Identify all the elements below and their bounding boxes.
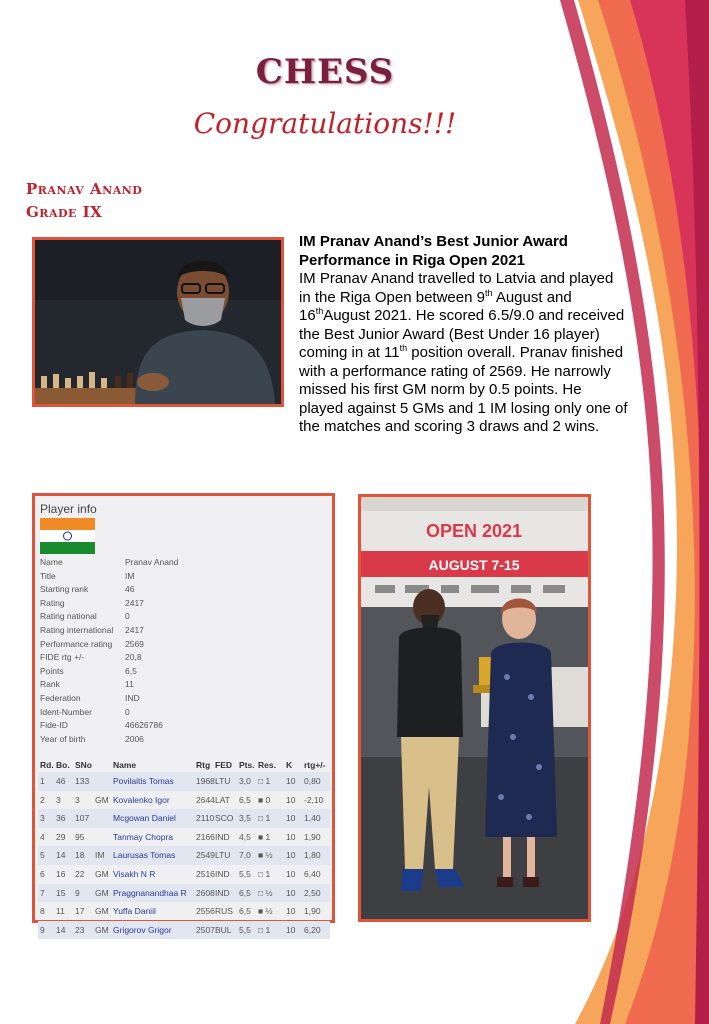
player-info-row bbox=[40, 734, 320, 748]
player-info-value: IM bbox=[125, 570, 135, 581]
player-info-value: Pranav Anand bbox=[125, 557, 179, 567]
table-cell: 5,5 bbox=[239, 924, 251, 935]
table-cell: 8 bbox=[40, 906, 45, 917]
table-cell: ■ 0 bbox=[258, 794, 271, 805]
player-info-row bbox=[40, 611, 320, 625]
opponent-name-link[interactable]: Visakh N R bbox=[113, 868, 156, 879]
table-cell: 10 bbox=[286, 794, 296, 805]
table-cell: 10 bbox=[286, 831, 296, 842]
article-title: IM Pranav Anand’s Best Junior Award Performance in Riga Open 2021 bbox=[299, 233, 568, 269]
student-name: Pranav Anand bbox=[26, 180, 143, 198]
table-cell: 18 bbox=[75, 850, 85, 861]
player-info-row bbox=[40, 598, 320, 612]
player-info-label: Rank bbox=[40, 679, 60, 690]
table-cell: 9 bbox=[75, 887, 80, 898]
table-cell: IM bbox=[95, 850, 105, 861]
table-cell: 3,5 bbox=[239, 813, 251, 824]
player-info-row bbox=[40, 652, 320, 666]
table-cell: IND bbox=[215, 887, 230, 898]
opponent-name-link[interactable]: Kovalenko Igor bbox=[113, 794, 170, 805]
table-header-cell: Rtg bbox=[196, 760, 211, 770]
table-cell: 9 bbox=[40, 924, 45, 935]
table-row bbox=[38, 828, 330, 847]
table-cell: 3 bbox=[40, 813, 45, 824]
table-cell: 2507 bbox=[196, 924, 215, 935]
player-info-label: Name bbox=[40, 557, 63, 567]
table-cell: 6,40 bbox=[304, 868, 321, 879]
table-cell: 1,90 bbox=[304, 906, 321, 917]
table-cell: 6 bbox=[40, 868, 45, 879]
table-cell: 10 bbox=[286, 906, 296, 917]
player-info-label: Rating bbox=[40, 597, 65, 608]
table-cell: ■ ½ bbox=[258, 906, 273, 917]
table-cell: 7 bbox=[40, 887, 45, 898]
table-cell: 2 bbox=[40, 794, 45, 805]
table-cell: 22 bbox=[75, 868, 85, 879]
table-row bbox=[38, 791, 330, 810]
player-info-panel bbox=[32, 493, 335, 935]
player-info-label: Title bbox=[40, 570, 56, 581]
table-row bbox=[38, 921, 330, 940]
player-photo bbox=[32, 237, 284, 407]
table-cell: IND bbox=[215, 831, 230, 842]
opponent-name-link[interactable]: Yuffa Daniil bbox=[113, 906, 156, 917]
table-header-cell: Name bbox=[113, 760, 137, 770]
table-cell: LAT bbox=[215, 794, 230, 805]
table-cell: 11 bbox=[56, 906, 65, 917]
table-cell: 14 bbox=[56, 850, 66, 861]
player-info-value: 6,5 bbox=[125, 665, 137, 676]
player-info-value: 11 bbox=[125, 679, 134, 690]
table-header-row bbox=[38, 756, 330, 772]
table-header-cell: Res. bbox=[258, 760, 276, 770]
table-cell: 2110 bbox=[196, 813, 215, 824]
table-cell: 3,0 bbox=[239, 776, 251, 786]
player-info-value: 0 bbox=[125, 611, 130, 622]
table-cell: 10 bbox=[286, 868, 296, 879]
results-table bbox=[38, 756, 330, 939]
table-cell: GM bbox=[95, 794, 109, 805]
player-info-title: Player info bbox=[40, 502, 97, 516]
player-info-value: 0 bbox=[125, 706, 130, 717]
table-cell: 4 bbox=[40, 831, 45, 842]
table-cell: 23 bbox=[75, 924, 85, 935]
player-info-row bbox=[40, 625, 320, 639]
table-row bbox=[38, 884, 330, 903]
page-title: CHESS bbox=[255, 52, 395, 92]
table-cell: 2549 bbox=[196, 850, 215, 861]
table-cell: 16 bbox=[56, 868, 66, 879]
table-cell: 10 bbox=[286, 887, 296, 898]
table-header-cell: rtg+/- bbox=[304, 760, 326, 770]
opponent-name-link[interactable]: Praggnanandhaa R bbox=[113, 887, 187, 898]
table-cell: 2556 bbox=[196, 906, 215, 917]
india-flag-icon bbox=[40, 518, 95, 554]
table-cell: 2644 bbox=[196, 794, 215, 805]
student-grade: Grade IX bbox=[26, 203, 103, 221]
table-cell: 6,5 bbox=[239, 887, 251, 898]
table-cell: □ ½ bbox=[258, 887, 273, 898]
player-info-row bbox=[40, 571, 320, 585]
table-cell: 1,40 bbox=[304, 813, 321, 824]
table-cell: 107 bbox=[75, 813, 90, 824]
table-header-cell: Rd. bbox=[40, 760, 54, 770]
table-cell: 36 bbox=[56, 813, 66, 824]
player-info-row bbox=[40, 679, 320, 693]
table-cell: 1 bbox=[40, 776, 45, 786]
table-cell: 0,80 bbox=[304, 776, 321, 786]
table-cell: ■ 1 bbox=[258, 831, 271, 842]
table-cell: 133 bbox=[75, 776, 90, 786]
table-cell: GM bbox=[95, 924, 109, 935]
player-info-row bbox=[40, 666, 320, 680]
player-info-label: Fide-ID bbox=[40, 720, 68, 731]
player-info-value: 20,8 bbox=[125, 652, 142, 663]
table-cell: 4,5 bbox=[239, 831, 251, 842]
player-info-value: 2417 bbox=[125, 597, 144, 608]
table-cell: 95 bbox=[75, 831, 85, 842]
opponent-name-link[interactable]: Mcgowan Daniel bbox=[113, 813, 176, 824]
table-cell: 3 bbox=[56, 794, 61, 805]
article bbox=[299, 233, 629, 437]
table-cell: ■ ½ bbox=[258, 850, 273, 861]
table-header-cell: SNo bbox=[75, 760, 92, 770]
player-info-label: Rating national bbox=[40, 611, 97, 622]
table-cell: 5,5 bbox=[239, 868, 251, 879]
player-info-label: Points bbox=[40, 665, 64, 676]
table-cell: IND bbox=[215, 868, 230, 879]
player-info-label: Federation bbox=[40, 693, 81, 703]
player-info-label: Ident-Number bbox=[40, 706, 92, 717]
table-header-cell: FED bbox=[215, 760, 232, 770]
table-header-cell: Bo. bbox=[56, 760, 70, 770]
table-row bbox=[38, 902, 330, 921]
table-cell: 29 bbox=[56, 831, 66, 842]
player-info-value: 2006 bbox=[125, 733, 144, 744]
player-info-row bbox=[40, 557, 320, 571]
table-cell: LTU bbox=[215, 850, 231, 861]
table-row bbox=[38, 846, 330, 865]
player-info-value: 2417 bbox=[125, 625, 144, 635]
table-cell: 10 bbox=[286, 850, 296, 861]
table-cell: GM bbox=[95, 868, 109, 879]
table-cell: 2166 bbox=[196, 831, 215, 842]
table-cell: 6,5 bbox=[239, 906, 251, 917]
table-cell: 6,20 bbox=[304, 924, 321, 935]
player-info-row bbox=[40, 693, 320, 707]
player-info-value: 2569 bbox=[125, 638, 144, 649]
table-cell: SCO bbox=[215, 813, 234, 824]
opponent-name-link[interactable]: Povilaitis Tomas bbox=[113, 776, 174, 786]
opponent-name-link[interactable]: Laurusas Tomas bbox=[113, 850, 176, 861]
table-cell: LTU bbox=[215, 776, 231, 786]
article-body: IM Pranav Anand travelled to Latvia and played in the Riga Open between 9th August and 16thAugust 2021. He scored 6.5/9.0 and received the Best Junior Award (Best Under 16 player) coming in at 11th position overall. Pranav finished with a performance rating of 2569. He narrowly missed his first GM norm by 0.5 points. He played against 5 GMs and 1 IM losing only one of the matches and scoring 3 draws and 2 wins. bbox=[299, 270, 628, 435]
table-cell: 10 bbox=[286, 813, 296, 824]
player-info-value: IND bbox=[125, 693, 140, 703]
table-cell: 7,0 bbox=[239, 850, 251, 861]
table-cell: 2,50 bbox=[304, 887, 321, 898]
table-cell: 10 bbox=[286, 924, 296, 935]
table-cell: 3 bbox=[75, 794, 80, 805]
table-cell: 5 bbox=[40, 850, 45, 861]
table-cell: □ 1 bbox=[258, 924, 271, 935]
page-subtitle: Congratulations!!! bbox=[193, 107, 457, 140]
table-row bbox=[38, 865, 330, 884]
table-cell: BUL bbox=[215, 924, 232, 935]
table-row bbox=[38, 809, 330, 828]
player-info-value: 46 bbox=[125, 584, 135, 595]
table-cell: GM bbox=[95, 887, 109, 898]
table-header-cell: Pts. bbox=[239, 760, 255, 770]
table-cell: 17 bbox=[75, 906, 85, 917]
table-cell: □ 1 bbox=[258, 776, 271, 786]
award-photo bbox=[358, 494, 591, 922]
table-cell: 2608 bbox=[196, 887, 215, 898]
player-info-value: 46626786 bbox=[125, 720, 163, 731]
player-info-row bbox=[40, 639, 320, 653]
table-cell: 6,5 bbox=[239, 794, 251, 805]
player-info-row bbox=[40, 720, 320, 734]
banner-title: OPEN 2021 bbox=[425, 521, 523, 541]
table-cell: -2,10 bbox=[304, 794, 324, 805]
table-header-cell: K bbox=[286, 760, 293, 770]
player-info-label: Starting rank bbox=[40, 584, 89, 595]
table-cell: 2516 bbox=[196, 868, 215, 879]
table-cell: 46 bbox=[56, 776, 66, 786]
player-info-row bbox=[40, 584, 320, 598]
opponent-name-link[interactable]: Tanmay Chopra bbox=[113, 831, 174, 842]
table-cell: 1968 bbox=[196, 776, 215, 786]
table-cell: □ 1 bbox=[258, 813, 271, 824]
opponent-name-link[interactable]: Grigorov Grigor bbox=[113, 924, 172, 935]
table-cell: RUS bbox=[215, 906, 233, 917]
player-info-label: Rating international bbox=[40, 625, 114, 635]
table-row bbox=[38, 772, 330, 791]
player-info-label: FIDE rtg +/- bbox=[40, 652, 85, 663]
table-cell: 10 bbox=[286, 776, 296, 786]
table-cell: 15 bbox=[56, 887, 66, 898]
table-cell: 1,90 bbox=[304, 831, 321, 842]
banner-dates: AUGUST 7-15 bbox=[428, 557, 520, 573]
player-info-label: Year of birth bbox=[40, 733, 86, 744]
table-cell: 14 bbox=[56, 924, 66, 935]
player-info-label: Performance rating bbox=[40, 638, 113, 649]
table-cell: 1,80 bbox=[304, 850, 321, 861]
player-info-row bbox=[40, 707, 320, 721]
table-cell: □ 1 bbox=[258, 868, 271, 879]
table-cell: GM bbox=[95, 906, 109, 917]
